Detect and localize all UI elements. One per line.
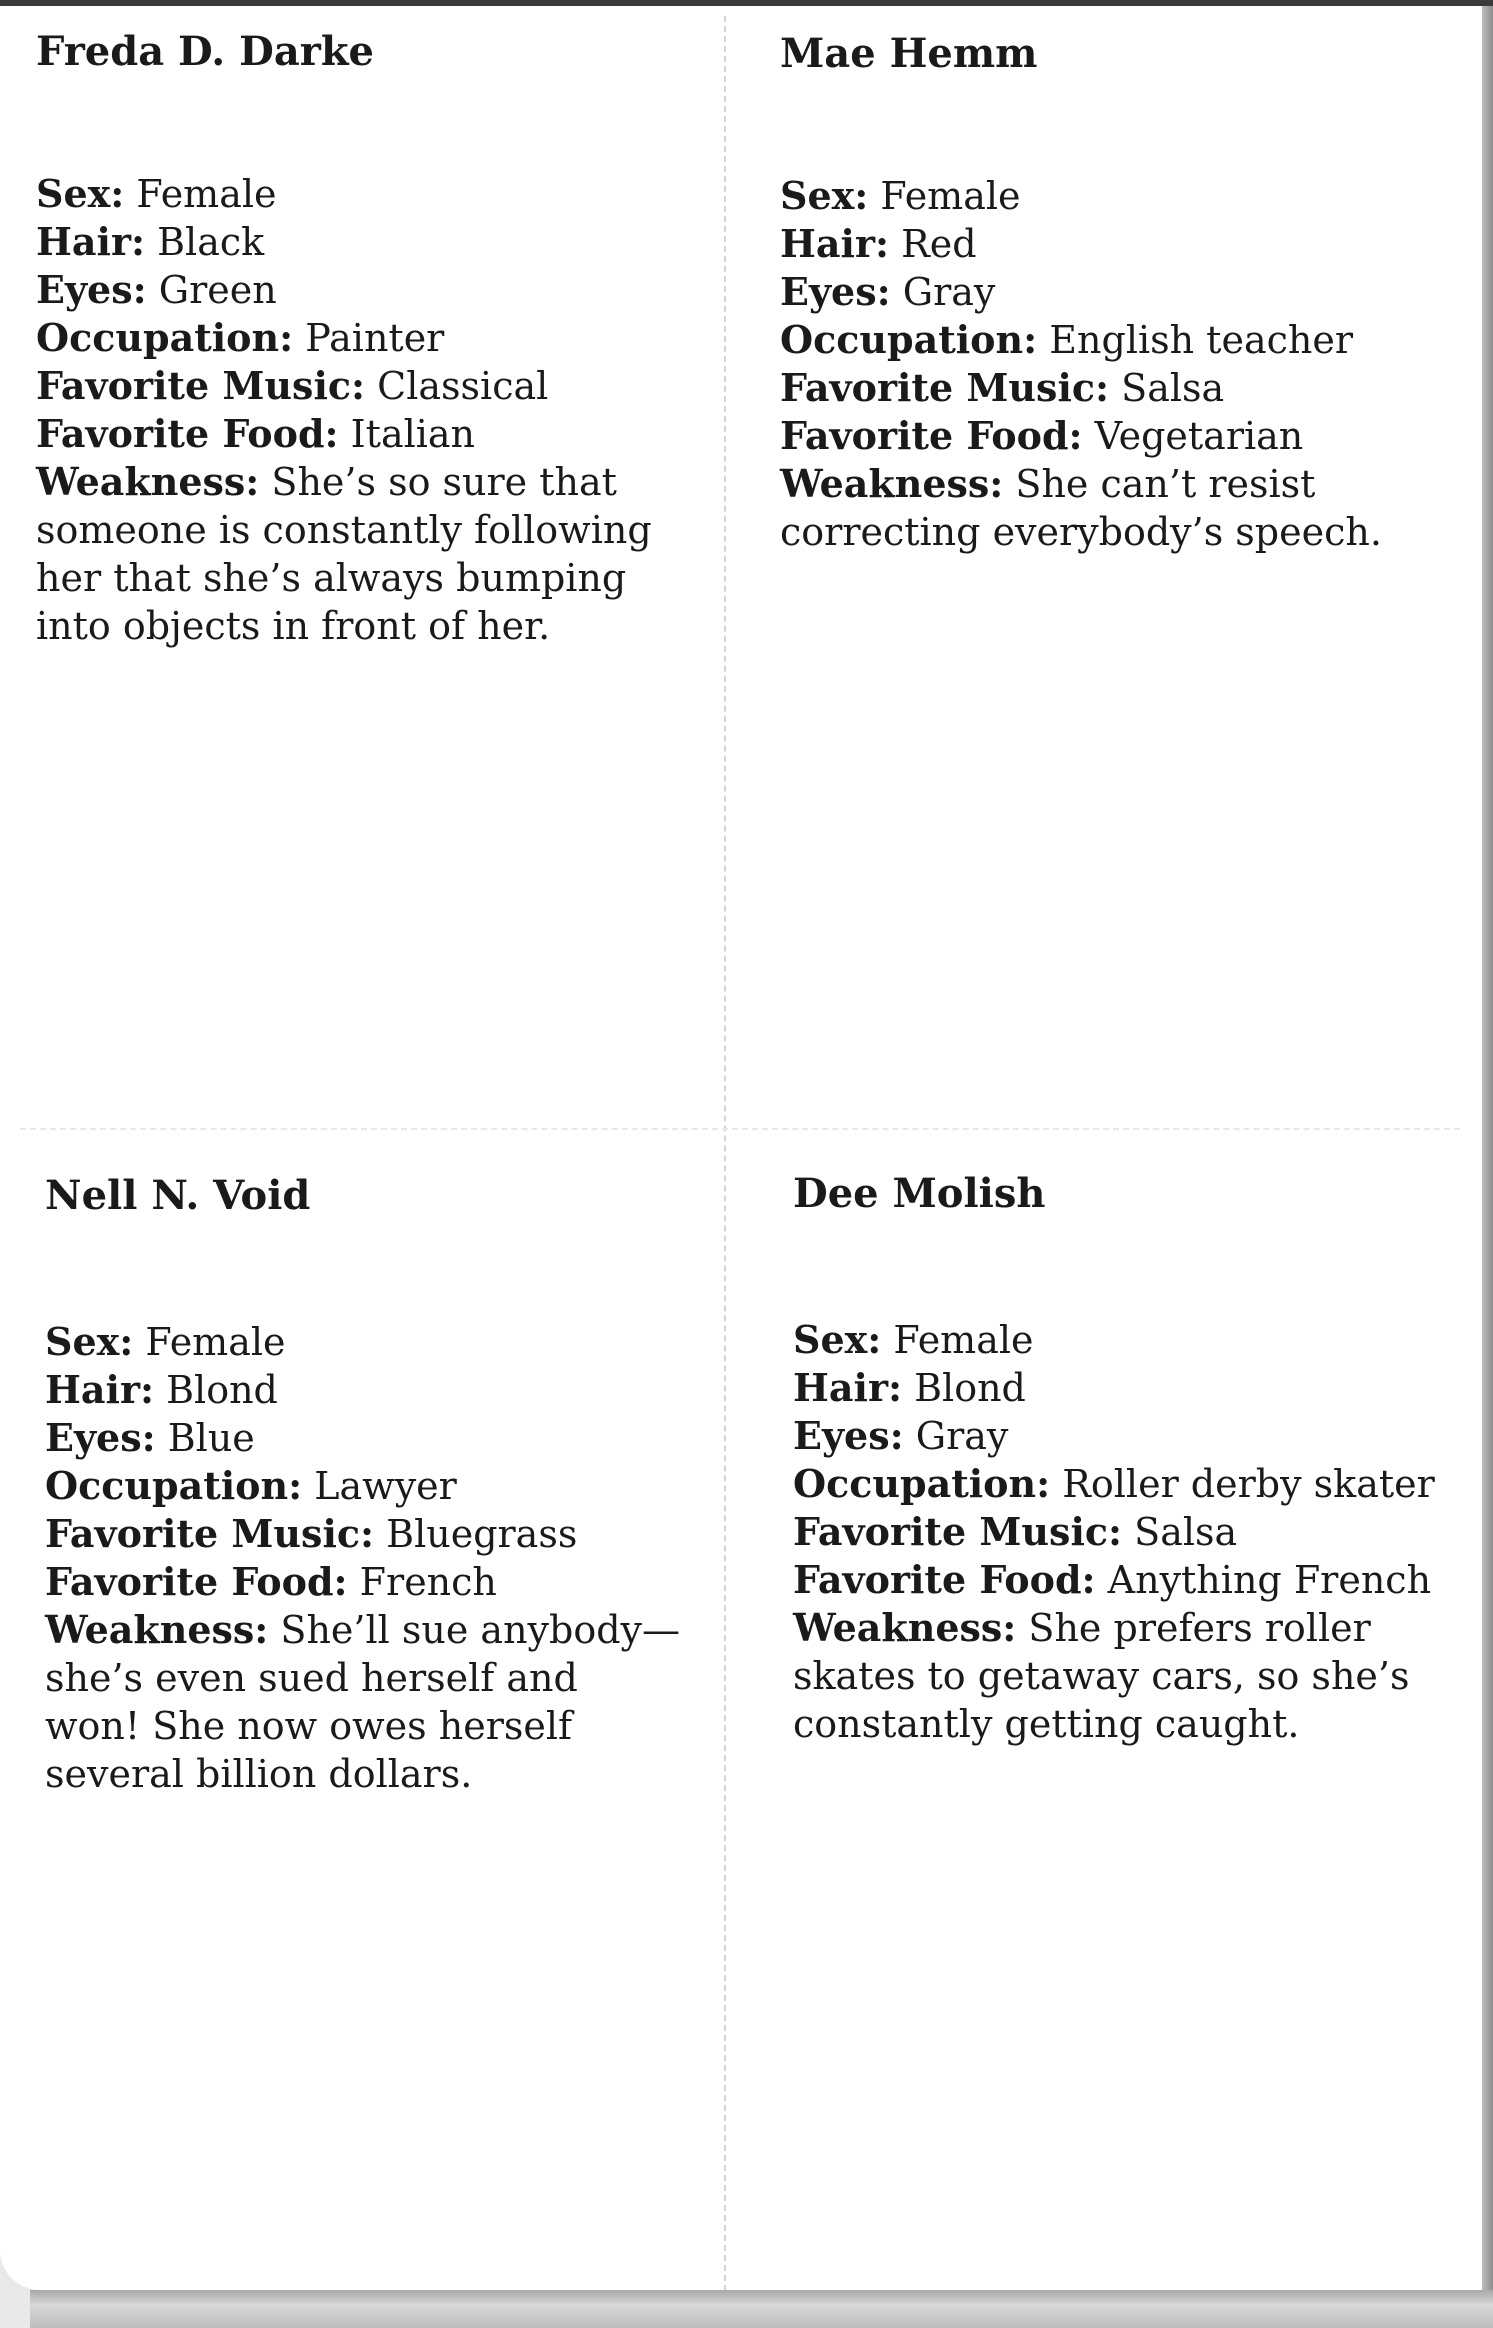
food-field: Favorite Food: French [45, 1559, 497, 1604]
weakness-field: Weakness: She can’t resist correcting everybody’s speech. [780, 461, 1382, 554]
card-name: Nell N. Void [45, 1172, 311, 1219]
food-field: Favorite Food: Anything French [793, 1557, 1432, 1602]
music-field: Favorite Music: Bluegrass [45, 1511, 578, 1556]
hair-field: Hair: Blond [45, 1367, 278, 1412]
horizontal-cut-line [20, 1128, 1460, 1130]
food-field: Favorite Food: Italian [36, 411, 476, 456]
occupation-field: Occupation: Lawyer [45, 1463, 457, 1508]
sex-field: Sex: Female [36, 171, 277, 216]
suspect-card-mae [780, 30, 1440, 556]
card-name: Dee Molish [793, 1170, 1046, 1217]
music-field: Favorite Music: Salsa [780, 365, 1225, 410]
sex-field: Sex: Female [780, 173, 1021, 218]
sex-field: Sex: Female [45, 1319, 286, 1364]
suspect-card-dee [793, 1170, 1453, 1748]
page-bottom-shadow [30, 2290, 1493, 2328]
hair-field: Hair: Red [780, 221, 977, 266]
weakness-field: Weakness: She’ll sue anybody—she’s even sued herself and won! She now owes herself several billion dollars. [45, 1607, 681, 1796]
music-field: Favorite Music: Classical [36, 363, 549, 408]
card-name: Freda D. Darke [36, 28, 374, 75]
eyes-field: Eyes: Gray [780, 269, 996, 314]
card-fields [45, 1318, 705, 1798]
food-field: Favorite Food: Vegetarian [780, 413, 1304, 458]
weakness-field: Weakness: She prefers roller skates to getaway cars, so she’s constantly getting caught. [793, 1605, 1410, 1746]
eyes-field: Eyes: Gray [793, 1413, 1009, 1458]
suspect-card-freda [36, 28, 696, 650]
music-field: Favorite Music: Salsa [793, 1509, 1238, 1554]
card-fields [780, 172, 1440, 556]
card-name: Mae Hemm [780, 30, 1038, 77]
vertical-cut-line [724, 16, 726, 2291]
occupation-field: Occupation: Roller derby skater [793, 1461, 1435, 1506]
page-right-shadow [1482, 6, 1493, 2290]
card-fields [793, 1316, 1453, 1748]
suspect-card-nell [45, 1172, 705, 1798]
hair-field: Hair: Blond [793, 1365, 1026, 1410]
document-page [0, 6, 1482, 2290]
hair-field: Hair: Black [36, 219, 265, 264]
occupation-field: Occupation: English teacher [780, 317, 1354, 362]
weakness-field: Weakness: She’s so sure that someone is constantly following her that she’s always bumping into objects in front of her. [36, 459, 652, 648]
eyes-field: Eyes: Green [36, 267, 277, 312]
card-fields [36, 170, 696, 650]
sex-field: Sex: Female [793, 1317, 1034, 1362]
eyes-field: Eyes: Blue [45, 1415, 255, 1460]
occupation-field: Occupation: Painter [36, 315, 445, 360]
